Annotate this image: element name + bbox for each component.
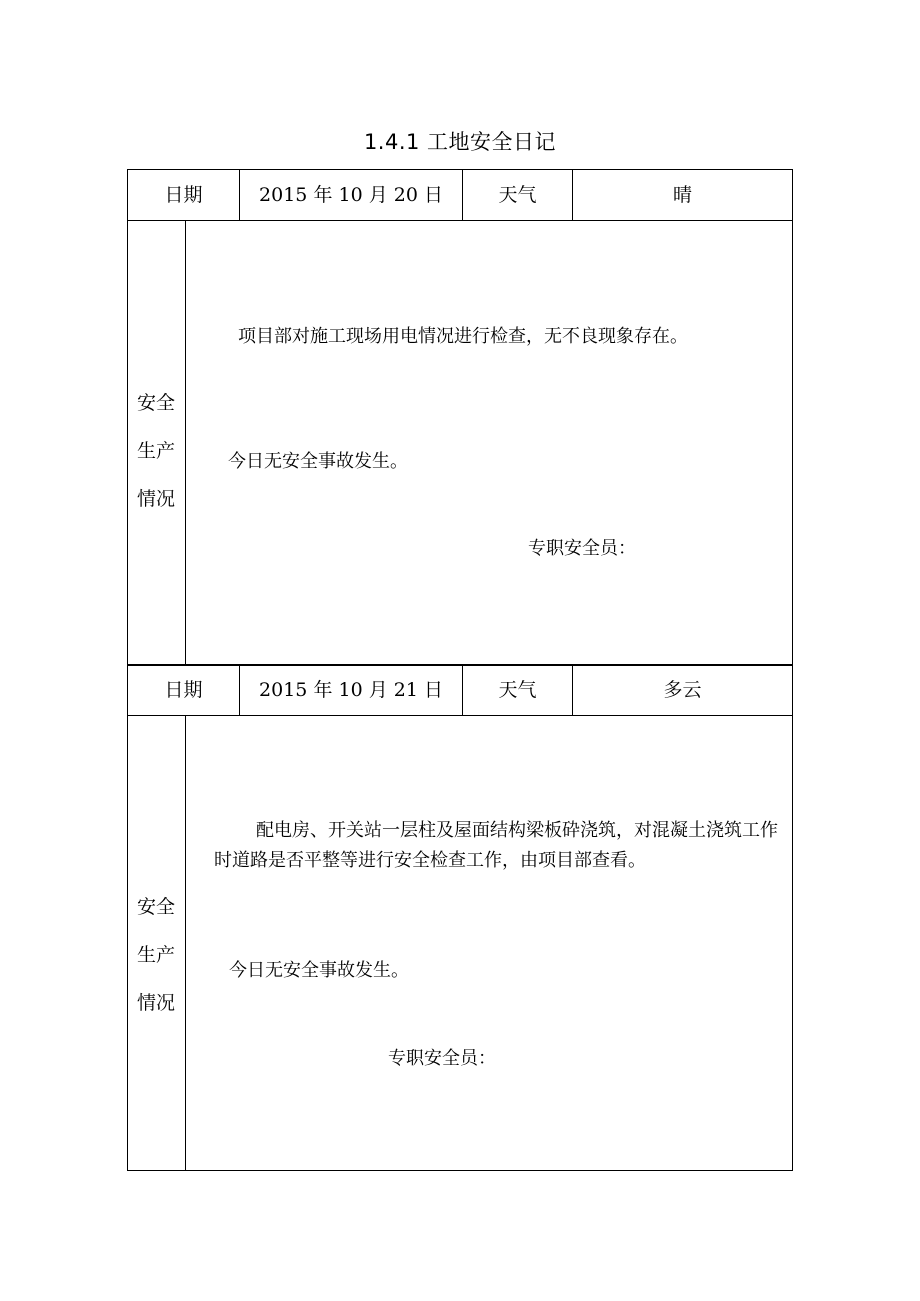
entry-header-row: [128, 665, 792, 716]
safety-officer-label: 专职安全员：: [388, 1048, 496, 1069]
entry-content: [186, 716, 792, 1170]
side-label: [128, 883, 184, 1027]
side-label-line: 安全: [136, 392, 175, 414]
side-label-column: [128, 221, 186, 665]
inspection-text: 项目部对施工现场用电情况进行检查，无不良现象存在。: [238, 326, 688, 347]
entry-content: [186, 221, 792, 665]
side-label: [128, 379, 184, 523]
inspection-text: 配电房、开关站一层柱及屋面结构梁板砕浇筑，对混凝土浇筑工作时道路是否平整等进行安全检查工作，由项目部查看。: [214, 820, 778, 871]
diary-entry: [127, 664, 793, 1171]
date-label: 日期: [128, 665, 240, 715]
incident-text: 今日无安全事故发生。: [228, 451, 408, 472]
entry-header-row: [128, 170, 792, 221]
weather-label: 天气: [463, 170, 573, 220]
side-label-line: 安全: [136, 896, 175, 918]
weather-label: 天气: [463, 665, 573, 715]
side-label-line: 生产: [136, 944, 175, 966]
incident-text: 今日无安全事故发生。: [229, 960, 409, 981]
weather-value: 晴: [672, 184, 692, 206]
safety-officer-label: 专职安全员：: [528, 538, 636, 559]
side-label-line: 生产: [136, 440, 175, 462]
document-title: 1.4.1 工地安全日记: [363, 130, 557, 154]
date-label: 日期: [128, 170, 240, 220]
weather-value: 多云: [663, 679, 702, 701]
date-value: 2015 年 10 月 21 日: [240, 665, 463, 715]
diary-entry: [127, 169, 793, 666]
side-label-line: 情况: [136, 992, 175, 1014]
side-label-column: [128, 716, 186, 1170]
side-label-line: 情况: [136, 488, 175, 510]
entry-body: [128, 716, 792, 1170]
entry-body: [128, 221, 792, 665]
date-value: 2015 年 10 月 20 日: [240, 170, 463, 220]
